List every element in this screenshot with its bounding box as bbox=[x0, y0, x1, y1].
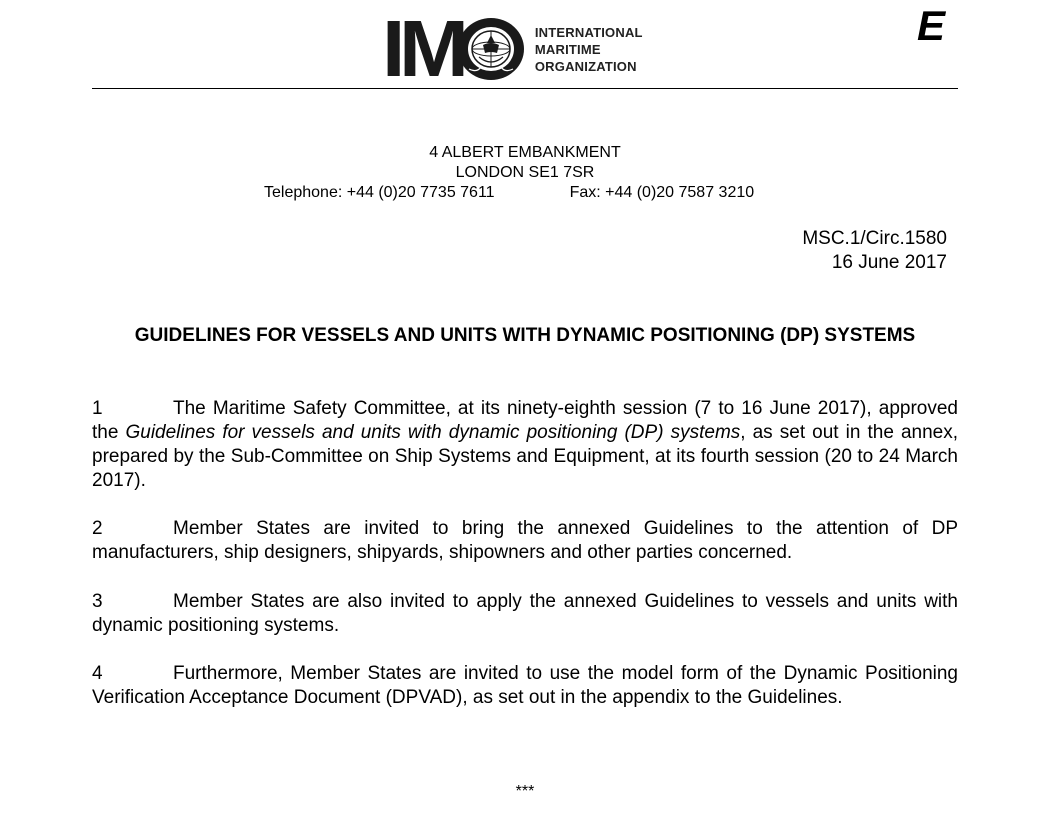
paragraph-italic-title: Guidelines for vessels and units with dynamic positioning (DP) systems bbox=[125, 422, 741, 443]
logo-wordmark-line: INTERNATIONAL bbox=[534, 24, 643, 40]
paragraph-number: 2 bbox=[92, 518, 103, 539]
paragraph-number: 1 bbox=[92, 398, 103, 419]
fax-number: Fax: +44 (0)20 7587 3210 bbox=[569, 184, 755, 201]
logo-wordmark bbox=[535, 24, 643, 75]
circular-reference-number: MSC.1/Circ.1580 bbox=[802, 228, 947, 249]
address-line-2: LONDON SE1 7SR bbox=[455, 164, 595, 181]
paragraph-3 bbox=[92, 590, 958, 638]
language-code: E bbox=[916, 2, 945, 49]
paragraph-text: Member States are invited to bring the annexed Guidelines to the attention of DP manufacturers, ship designers, shipyards, shipowners and other parties concerned. bbox=[92, 518, 958, 563]
logo-letters: IM bbox=[382, 4, 463, 93]
logo-mark bbox=[382, 4, 525, 93]
paragraph-4 bbox=[92, 662, 958, 710]
document-title: GUIDELINES FOR VESSELS AND UNITS WITH DYNAMIC POSITIONING (DP) SYSTEMS bbox=[134, 325, 916, 346]
paragraph-2 bbox=[92, 517, 958, 565]
paragraph-text: Furthermore, Member States are invited to use the model form of the Dynamic Positioning Verification Acceptance Document (DPVAD), as set out in the appendix to the Guidelines. bbox=[92, 663, 958, 708]
header-divider bbox=[92, 88, 958, 89]
paragraph-text: , as set out in the annex, prepared by the Sub-Committee on Ship Systems and Equipment, at its fourth session (20 to 24 March 2017). bbox=[92, 422, 958, 491]
logo-wordmark-line: MARITIME bbox=[534, 41, 601, 57]
paragraph-text: The Maritime Safety Committee, at its ninety-eighth session (7 to 16 June 2017), approved the bbox=[92, 398, 958, 443]
paragraph-1 bbox=[92, 397, 958, 493]
paragraph-number: 3 bbox=[92, 591, 103, 612]
telephone-number: Telephone: +44 (0)20 7735 7611 bbox=[264, 184, 495, 201]
logo-wordmark-line: ORGANIZATION bbox=[534, 58, 637, 74]
paragraph-number: 4 bbox=[92, 663, 103, 684]
address-line-1: 4 ALBERT EMBANKMENT bbox=[429, 144, 621, 161]
contact-line bbox=[264, 183, 754, 203]
end-marker: *** bbox=[515, 783, 535, 800]
paragraph-text: Member States are also invited to apply the annexed Guidelines to vessels and units with dynamic positioning systems. bbox=[92, 591, 958, 636]
imo-emblem-icon bbox=[457, 17, 525, 81]
circular-date: 16 June 2017 bbox=[831, 252, 947, 273]
imo-logo bbox=[382, 4, 643, 93]
